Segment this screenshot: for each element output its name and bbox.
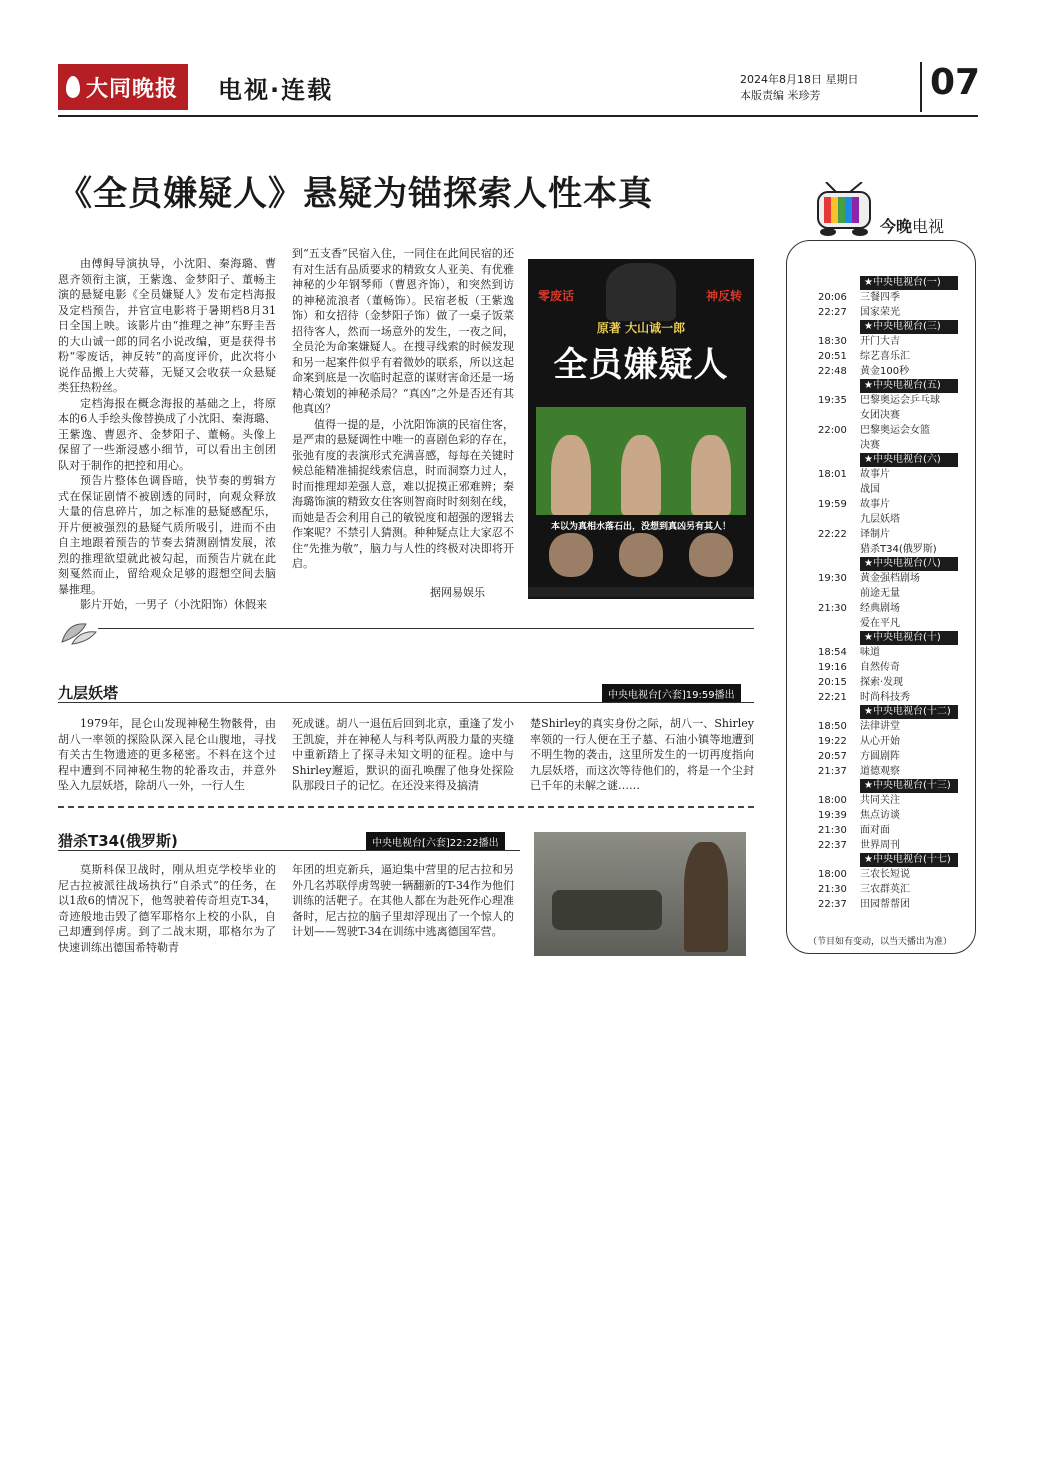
article-title: 猎杀T34(俄罗斯) bbox=[58, 832, 178, 850]
program-time: 22:21 bbox=[818, 692, 847, 703]
program-time: 18:30 bbox=[818, 336, 847, 347]
program-time: 22:48 bbox=[818, 366, 847, 377]
page-editor: 本版责编 米珍芳 bbox=[740, 89, 821, 102]
paragraph: 死成谜。胡八一退伍后回到北京，重逢了发小王凯旋，并在神秘人与科考队两股力量的夹缝中重新踏上了探寻未知文明的征程。途中与Shirley邂逅，默识的面孔唤醒了他身处探险队那段日子的记忆。在还没来得及搞清 bbox=[292, 717, 514, 792]
program-row bbox=[818, 408, 958, 423]
program-name: 从心开始 bbox=[860, 736, 900, 747]
leaf-ornament-icon bbox=[58, 618, 98, 648]
program-name: 世界周刊 bbox=[860, 840, 900, 851]
program-time bbox=[818, 408, 860, 423]
paragraph: 定档海报在概念海报的基础之上，将原本的6人手绘头像替换成了小沈阳、秦海璐、王紫逸、曹恩齐、金梦阳子、董畅。头像上保留了一些渐浸感小细节，可以看出主创团队对于制作的把控和用心。 bbox=[58, 396, 276, 472]
poster-tag-right: 神反转 bbox=[705, 289, 742, 303]
program-time: 18:54 bbox=[818, 647, 847, 658]
program-name: 方圆剧阵 bbox=[860, 751, 900, 762]
program-time: 18:50 bbox=[818, 721, 847, 732]
program-name: 爱在平凡 bbox=[860, 618, 900, 629]
program-name: 九层妖塔 bbox=[860, 514, 900, 525]
program-time: 20:51 bbox=[818, 351, 847, 362]
poster-tagline: 本以为真相水落石出，没想到真凶另有其人！ bbox=[550, 522, 731, 532]
article-rule bbox=[58, 850, 520, 851]
program-name: 故事片 bbox=[860, 469, 890, 480]
program-name: 国家荣光 bbox=[860, 307, 900, 318]
paragraph: 1979年，昆仑山发现神秘生物骸骨，由胡八一率领的探险队深入昆仑山腹地，寻找有关古生物遗迹的更多秘密。不料在这个过程中遭到不同神秘生物的轮番攻击，并意外坠入九层妖塔，除胡八一外，一行人生 bbox=[58, 717, 276, 792]
channel-header: ★中央电视台(十二) bbox=[860, 705, 958, 719]
cast-portrait bbox=[551, 435, 591, 515]
program-row bbox=[818, 586, 958, 601]
dashed-divider bbox=[58, 806, 754, 808]
program-name: 前途无量 bbox=[860, 588, 900, 599]
program-time: 21:30 bbox=[818, 825, 847, 836]
program-time: 19:59 bbox=[818, 499, 847, 510]
program-name: 综艺喜乐汇 bbox=[860, 351, 910, 362]
poster-cast-row bbox=[536, 407, 746, 515]
paragraph: 影片开始，一男子（小沈阳饰）休假来 bbox=[80, 598, 267, 611]
program-name: 开门大吉 bbox=[860, 336, 900, 347]
program-time: 18:01 bbox=[818, 469, 847, 480]
paragraph: 莫斯科保卫战时，刚从坦克学校毕业的尼古拉被派往战场执行“自杀式”的任务，在以1敌6的情况下，他驾驶着传奇坦克T-34，奇迹般地击毁了德军耶格尔上校的小队，自己却遭到俘虏。到了二战末期，耶格尔为了快速训练出德国希特勒青 bbox=[58, 863, 276, 954]
program-name: 故事片 bbox=[860, 499, 890, 510]
program-name: 决赛 bbox=[860, 440, 880, 451]
channel-header: ★中央电视台(六) bbox=[860, 453, 958, 467]
program-time: 21:30 bbox=[818, 884, 847, 895]
tank-shape bbox=[552, 890, 662, 930]
program-name: 战国 bbox=[860, 484, 880, 495]
program-row bbox=[818, 867, 958, 882]
program-name: 焦点访谈 bbox=[860, 810, 900, 821]
program-time bbox=[818, 512, 860, 527]
dateline bbox=[740, 72, 859, 104]
program-row bbox=[818, 660, 958, 675]
program-time: 19:30 bbox=[818, 573, 847, 584]
program-time: 19:16 bbox=[818, 662, 847, 673]
program-name: 猎杀T34(俄罗斯) bbox=[860, 544, 937, 555]
program-name: 黄金强档剧场 bbox=[860, 573, 920, 584]
poster-credits-strip bbox=[528, 587, 754, 597]
program-name: 法律讲堂 bbox=[860, 721, 900, 732]
program-row bbox=[818, 527, 958, 542]
tv-title-bold: 今晚 bbox=[880, 217, 913, 236]
article-column bbox=[58, 716, 276, 794]
soldier-figure bbox=[684, 842, 728, 952]
program-row bbox=[818, 571, 958, 586]
program-row bbox=[818, 334, 958, 349]
section-title: 电视·连载 bbox=[218, 76, 334, 104]
article-column bbox=[530, 716, 754, 794]
tv-schedule bbox=[818, 276, 958, 912]
program-name: 味道 bbox=[860, 647, 880, 658]
program-name: 田园帮帮团 bbox=[860, 899, 910, 910]
tv-title-rest: 电视 bbox=[912, 217, 945, 236]
program-time: 19:22 bbox=[818, 736, 847, 747]
program-row bbox=[818, 645, 958, 660]
program-time: 19:39 bbox=[818, 810, 847, 821]
poster-author: 原著 大山诚一郎 bbox=[596, 321, 686, 335]
program-name: 探索·发现 bbox=[860, 677, 904, 688]
program-row bbox=[818, 690, 958, 705]
logo-text: 大同晚报 bbox=[86, 76, 179, 102]
paragraph: 值得一提的是，小沈阳饰演的民宿住客，是严肃的悬疑调性中唯一的喜剧色彩的存在，张弛有度的表演形式充满喜感，每每在关键时候总能精准捕捉线索信息，时而洞察力过人，时而推理却差强人意，难以捉摸正邪难辨；秦海璐饰演的精致女住客则智商时时刻刻在线，而她是否会利用自己的敏锐度和超强的逻辑去作案呢？不禁引人猜测。种种疑点让大家忍不住“先推为敬”，脑力与人性的终极对决即将开启。 bbox=[292, 417, 514, 570]
channel-header: ★中央电视台(五) bbox=[860, 379, 958, 393]
program-row bbox=[818, 512, 958, 527]
program-row bbox=[818, 482, 958, 497]
section-rule bbox=[98, 628, 754, 629]
program-time: 22:37 bbox=[818, 899, 847, 910]
program-time bbox=[818, 482, 860, 497]
cast-portrait bbox=[619, 533, 663, 577]
program-time: 20:06 bbox=[818, 292, 847, 303]
page-number-divider bbox=[920, 62, 922, 112]
program-time bbox=[818, 542, 860, 557]
channel-header: ★中央电视台(十七) bbox=[860, 853, 958, 867]
program-time: 22:27 bbox=[818, 307, 847, 318]
paragraph: 预告片整体色调昏暗，快节奏的剪辑方式在保证剧情不被剧透的同时，向观众释放大量的信息碎片，加之标准的悬疑感配乐，开片便被强烈的悬疑气质所吸引，进而不由自主地跟着预告的节奏去猜测剧情发展，浓烈的推理欲望就此被勾起，而预告片就在此刻戛然而止，留给观众足够的遐想空间去脑暴推理。 bbox=[58, 474, 276, 596]
tv-schedule-note: （节目如有变动，以当天播出为准） bbox=[808, 937, 953, 947]
program-row bbox=[818, 838, 958, 853]
program-row bbox=[818, 808, 958, 823]
lead-article-column-1 bbox=[58, 256, 276, 613]
channel-header: ★中央电视台(十三) bbox=[860, 779, 958, 793]
program-row bbox=[818, 423, 958, 438]
article-rule bbox=[58, 702, 754, 703]
program-time: 18:00 bbox=[818, 795, 847, 806]
program-name: 三农群英汇 bbox=[860, 884, 910, 895]
program-time: 21:30 bbox=[818, 603, 847, 614]
program-row bbox=[818, 467, 958, 482]
program-time: 22:00 bbox=[818, 425, 847, 436]
program-name: 巴黎奥运会女篮 bbox=[860, 425, 930, 436]
program-time: 20:15 bbox=[818, 677, 847, 688]
program-name: 译制片 bbox=[860, 529, 890, 540]
program-row bbox=[818, 734, 958, 749]
program-time bbox=[818, 616, 860, 631]
program-name: 面对面 bbox=[860, 825, 890, 836]
television-icon bbox=[812, 182, 878, 238]
program-time: 22:37 bbox=[818, 840, 847, 851]
program-row bbox=[818, 764, 958, 779]
program-name: 三餐四季 bbox=[860, 292, 900, 303]
cast-portrait bbox=[621, 435, 661, 515]
article-column bbox=[292, 862, 514, 940]
program-row bbox=[818, 882, 958, 897]
flame-icon bbox=[66, 76, 80, 98]
program-time: 22:22 bbox=[818, 529, 847, 540]
article-column bbox=[292, 716, 514, 794]
program-row bbox=[818, 542, 958, 557]
program-name: 时尚科技秀 bbox=[860, 692, 910, 703]
film-still-photo bbox=[534, 832, 746, 956]
byline: 据网易娱乐 bbox=[430, 586, 485, 599]
channel-header: ★中央电视台(八) bbox=[860, 557, 958, 571]
paragraph: 由傅鲟导演执导，小沈阳、秦海璐、曹恩齐领衔主演，王紫逸、金梦阳子、董畅主演的悬疑电影《全员嫌疑人》发布定档海报及定档预告，并官宣电影将于暑期档8月31日全国上映。该影片由“推理之神”东野圭吾的大山诚一郎的同名小说改编，更是获得书粉“零废话，神反转”的高度评价，此次将小说作品搬上大荧幕，无疑又会收获一众悬疑类狂热粉丝。 bbox=[58, 257, 276, 394]
program-time: 21:37 bbox=[818, 766, 847, 777]
program-row bbox=[818, 364, 958, 379]
program-name: 共同关注 bbox=[860, 795, 900, 806]
poster-tag-left: 零废话 bbox=[538, 289, 575, 303]
paragraph: 到“五支香”民宿入住，一同住在此间民宿的还有对生活有品质要求的精致女人亚美、有优雅神秘的少年钢琴师（曹恩齐饰），和突然到访的神秘流浪者（董畅饰）。民宿老板（王紫逸饰）和女招待（金梦阳子饰）做了一桌子饭菜招待客人，然而一场意外的发生，一夜之间，全员沦为命案嫌疑人。在搜寻线索的时候发现和另一起案件似乎有着微妙的联系，所以这起命案到底是一次临时起意的谋财害命还是一场精心策划的神秘杀局？“真凶”之外是否还有其他真凶？ bbox=[292, 247, 514, 415]
program-row bbox=[818, 749, 958, 764]
program-name: 道德观察 bbox=[860, 766, 900, 777]
program-name: 巴黎奥运会乒乓球 bbox=[860, 395, 940, 406]
main-headline: 《全员嫌疑人》悬疑为锚探索人性本真 bbox=[58, 174, 653, 214]
program-name: 三农长短说 bbox=[860, 869, 910, 880]
channel-header: ★中央电视台(一) bbox=[860, 276, 958, 290]
program-row bbox=[818, 290, 958, 305]
program-row bbox=[818, 616, 958, 631]
program-row bbox=[818, 305, 958, 320]
tv-listing-title bbox=[880, 214, 944, 237]
program-row bbox=[818, 601, 958, 616]
program-name: 黄金100秒 bbox=[860, 366, 910, 377]
article-title: 九层妖塔 bbox=[58, 684, 119, 702]
program-time bbox=[818, 586, 860, 601]
issue-date: 2024年8月18日 星期日 bbox=[740, 73, 859, 86]
program-row bbox=[818, 393, 958, 408]
broadcast-tag: 中央电视台[六套]22:22播出 bbox=[366, 832, 505, 851]
program-row bbox=[818, 497, 958, 512]
program-row bbox=[818, 897, 958, 912]
broadcast-tag: 中央电视台[六套]19:59播出 bbox=[602, 684, 741, 703]
movie-poster bbox=[528, 259, 754, 599]
program-row bbox=[818, 823, 958, 838]
paragraph: 楚Shirley的真实身份之际，胡八一、Shirley率领的一行人便在王子墓、石油小镇等地遭到不明生物的袭击，这里所发生的一切再度指向九层妖塔，而这次等待他们的，将是一个尘封已千年的未解之谜…… bbox=[530, 717, 754, 792]
program-time: 20:57 bbox=[818, 751, 847, 762]
program-name: 自然传奇 bbox=[860, 662, 900, 673]
masthead-rule bbox=[58, 115, 978, 117]
page-number: 07 bbox=[930, 62, 981, 103]
channel-header: ★中央电视台(十) bbox=[860, 631, 958, 645]
cast-portrait bbox=[549, 533, 593, 577]
article-column bbox=[58, 862, 276, 955]
paragraph: 年团的坦克新兵，逼迫集中营里的尼古拉和另外几名苏联俘虏驾驶一辆翻新的T-34作为他们训练的活靶子。在其他人都在为赴死作心理准备时，尼古拉的脑子里却浮现出了一个惊人的计划——驾驶T-34在训练中逃离德国军营。 bbox=[292, 863, 514, 938]
cast-portrait bbox=[689, 533, 733, 577]
poster-silhouette bbox=[606, 263, 676, 321]
program-row bbox=[818, 719, 958, 734]
program-time bbox=[818, 438, 860, 453]
channel-header: ★中央电视台(三) bbox=[860, 320, 958, 334]
cast-portrait bbox=[691, 435, 731, 515]
program-time: 18:00 bbox=[818, 869, 847, 880]
program-time: 19:35 bbox=[818, 395, 847, 406]
program-row bbox=[818, 675, 958, 690]
poster-cast-row-2 bbox=[536, 533, 746, 581]
program-row bbox=[818, 438, 958, 453]
program-row bbox=[818, 793, 958, 808]
lead-article-column-2 bbox=[292, 246, 514, 572]
program-row bbox=[818, 349, 958, 364]
newspaper-logo bbox=[58, 64, 188, 110]
program-name: 女团决赛 bbox=[860, 410, 900, 421]
program-name: 经典剧场 bbox=[860, 603, 900, 614]
poster-title: 全员嫌疑人 bbox=[553, 345, 729, 385]
